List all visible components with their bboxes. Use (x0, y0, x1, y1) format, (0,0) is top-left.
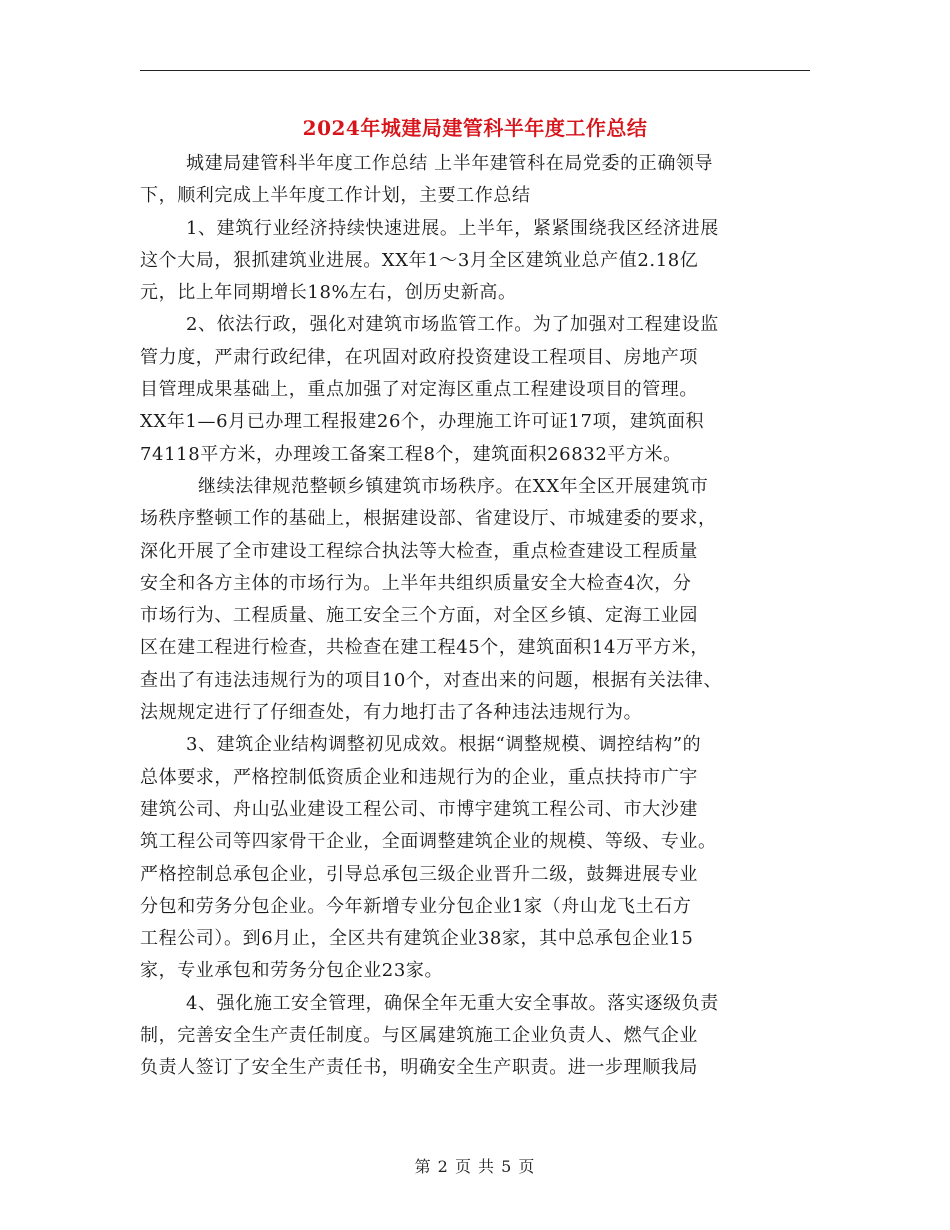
body-text-line: 家，专业承包和劳务分包企业23家。 (140, 960, 444, 982)
body-text-line: 74118平方米，办理竣工备案工程8个，建筑面积26832平方米。 (140, 443, 682, 465)
body-text-line: 这个大局，狠抓建筑业进展。XX年1～3月全区建筑业总产值2.18亿 (140, 249, 699, 271)
body-text-line: XX年1—6月已办理工程报建26个，办理施工许可证17项，建筑面积 (140, 411, 705, 433)
body-text-line: 安全和各方主体的市场行为。上半年共组织质量安全大检查4次，分 (140, 572, 692, 594)
body-text-line: 制，完善安全生产责任制度。与区属建筑施工企业负责人、燃气企业 (140, 1025, 698, 1047)
body-text-line: 3、建筑企业结构调整初见成效。根据“调整规模、调控结构”的 (186, 734, 702, 756)
body-text-line: 目管理成果基础上，重点加强了对定海区重点工程建设项目的管理。 (140, 379, 698, 401)
body-text-line: 工程公司）。到6月止，全区共有建筑企业38家，其中总承包企业15 (140, 928, 694, 950)
body-text-line: 城建局建管科半年度工作总结 上半年建管科在局党委的正确领导 (186, 153, 714, 174)
document-title: 2024年城建局建管科半年度工作总结 (302, 116, 648, 140)
body-text-line: 4、强化施工安全管理，确保全年无重大安全事故。落实逐级负责 (186, 992, 719, 1014)
page-number: 第 2 页 共 5 页 (414, 1157, 536, 1176)
body-text-line: 法规规定进行了仔细查处，有力地打击了各种违法违规行为。 (140, 702, 643, 724)
body-text-line: 继续法律规范整顿乡镇建筑市场秩序。在XX年全区开展建筑市 (198, 475, 709, 497)
body-text-line: 筑工程公司等四家骨干企业，全面调整建筑企业的规模、等级、专业。 (140, 831, 717, 853)
body-text-line: 总体要求，严格控制低资质企业和违规行为的企业，重点扶持市广宇 (140, 766, 698, 788)
body-text-line: 市场行为、工程质量、施工安全三个方面，对全区乡镇、定海工业园 (140, 605, 698, 627)
body-text-line: 查出了有违法违规行为的项目10个，对查出来的问题，根据有关法律、 (140, 669, 723, 691)
body-text-line: 1、建筑行业经济持续快速进展。上半年，紧紧围绕我区经济进展 (186, 217, 719, 239)
document-body (140, 148, 812, 1085)
body-text-line: 元，比上年同期增长18%左右，创历史新高。 (140, 282, 517, 304)
body-text-line: 管力度，严肃行政纪律，在巩固对政府投资建设工程项目、房地产项 (140, 346, 698, 368)
body-text-line: 场秩序整顿工作的基础上，根据建设部、省建设厅、市城建委的要求， (140, 508, 717, 530)
body-text-line: 下，顺利完成上半年度工作计划，主要工作总结 (140, 185, 531, 207)
body-text-line: 负责人签订了安全生产责任书，明确安全生产职责。进一步理顺我局 (140, 1057, 698, 1079)
body-text-line: 区在建工程进行检查，共检查在建工程45个，建筑面积14万平方米， (140, 637, 710, 659)
body-text-line: 深化开展了全市建设工程综合执法等大检查，重点检查建设工程质量 (140, 540, 698, 562)
body-text-line: 严格控制总承包企业，引导总承包三级企业晋升二级，鼓舞进展专业 (140, 863, 698, 885)
header-rule (140, 70, 810, 71)
body-text-line: 分包和劳务分包企业。今年新增专业分包企业1家（舟山龙飞土石方 (140, 895, 692, 917)
body-text-line: 建筑公司、舟山弘业建设工程公司、市博宇建筑工程公司、市大沙建 (140, 798, 698, 820)
body-text-line: 2、依法行政，强化对建筑市场监管工作。为了加强对工程建设监 (186, 314, 719, 336)
